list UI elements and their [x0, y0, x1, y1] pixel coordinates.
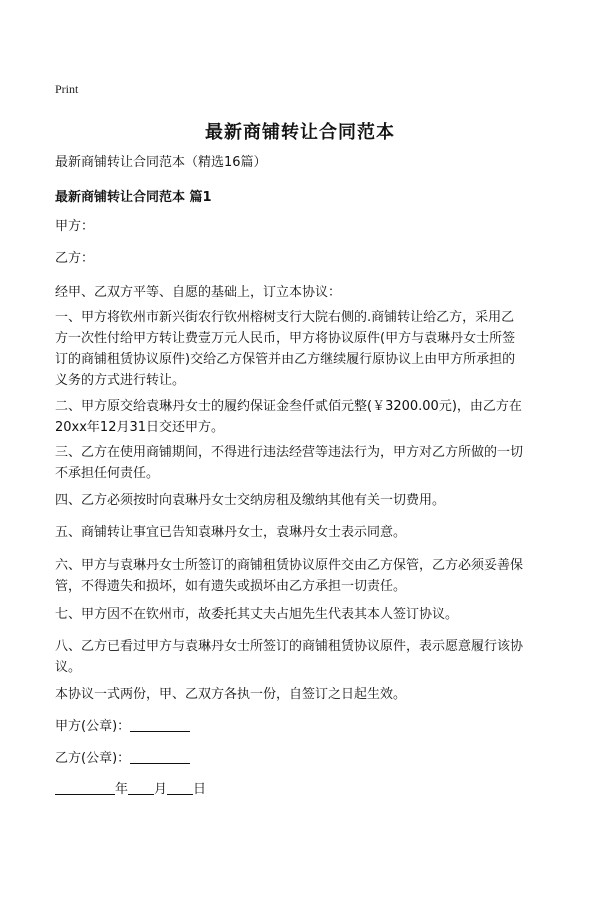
signature-a-label: 甲方(公章)： — [55, 719, 131, 734]
date-year-blank — [55, 780, 115, 795]
clause-3 — [55, 442, 553, 484]
date-month-blank — [128, 780, 154, 795]
clause-4: 四、乙方必须按时向袁琳丹女士交纳房租及缴纳其他有关一切费用。 — [55, 493, 446, 508]
document-title: 最新商铺转让合同范本 — [205, 122, 395, 143]
closing-paragraph: 本协议一式两份，甲、乙双方各执一份，自签订之日起生效。 — [55, 687, 407, 702]
clause-1-line: 义务的方式进行转让。 — [55, 373, 186, 388]
clause-5: 五、商铺转让事宜已告知袁琳丹女士，袁琳丹女士表示同意。 — [55, 525, 407, 540]
clause-2 — [55, 396, 553, 438]
clause-2-line: 20xx年12月31日交还甲方。 — [55, 420, 225, 435]
intro-paragraph: 经甲、乙双方平等、自愿的基础上，订立本协议： — [55, 285, 342, 300]
clause-3-line: 三、乙方在使用商铺期间，不得进行违法经营等违法行为，甲方对乙方所做的一切 — [55, 445, 524, 460]
clause-6-line: 管，不得遗失和损坏，如有遗失或损坏由乙方承担一切责任。 — [55, 579, 407, 594]
signature-b-label: 乙方(公章)： — [55, 751, 131, 766]
signature-a-row — [55, 716, 555, 737]
document-subtitle: 最新商铺转让合同范本（精选16篇） — [55, 155, 267, 170]
signature-b-blank — [130, 749, 190, 764]
date-month-label: 月 — [154, 782, 168, 797]
date-day-blank — [167, 780, 193, 795]
date-year-label: 年 — [115, 782, 129, 797]
party-b-line: 乙方： — [55, 251, 95, 266]
section-heading: 最新商铺转让合同范本 篇1 — [55, 190, 212, 205]
clause-7: 七、甲方因不在钦州市，故委托其丈夫占旭先生代表其本人签订协议。 — [55, 607, 459, 622]
clause-3-line: 不承担任何责任。 — [55, 466, 160, 481]
clause-6 — [55, 555, 553, 597]
clause-1-line: 订的商铺租赁协议原件)交给乙方保管并由乙方继续履行原协议上由甲方所承担的 — [55, 352, 516, 367]
clause-8 — [55, 636, 553, 678]
signature-b-row — [55, 748, 555, 769]
party-a-line: 甲方： — [55, 219, 95, 234]
date-row — [55, 779, 555, 800]
date-day-label: 日 — [193, 782, 207, 797]
clause-8-line: 议。 — [55, 660, 82, 675]
print-label[interactable]: Print — [55, 82, 79, 96]
clause-6-line: 六、甲方与袁琳丹女士所签订的商铺租赁协议原件交由乙方保管，乙方必须妥善保 — [55, 558, 524, 573]
clause-1-line: 一、甲方将钦州市新兴街农行钦州榕树支行大院右侧的.商铺转让给乙方，采用乙 — [55, 310, 515, 325]
clause-2-line: 二、甲方原交给袁琳丹女士的履约保证金叁仟贰佰元整(￥3200.00元)，由乙方在 — [55, 399, 522, 414]
clause-1 — [55, 307, 553, 391]
clause-1-line: 方一次性付给甲方转让费壹万元人民币，甲方将协议原件(甲方与袁琳丹女士所签 — [55, 331, 516, 346]
signature-a-blank — [130, 717, 190, 732]
clause-8-line: 八、乙方已看过甲方与袁琳丹女士所签订的商铺租赁协议原件，表示愿意履行该协 — [55, 639, 524, 654]
